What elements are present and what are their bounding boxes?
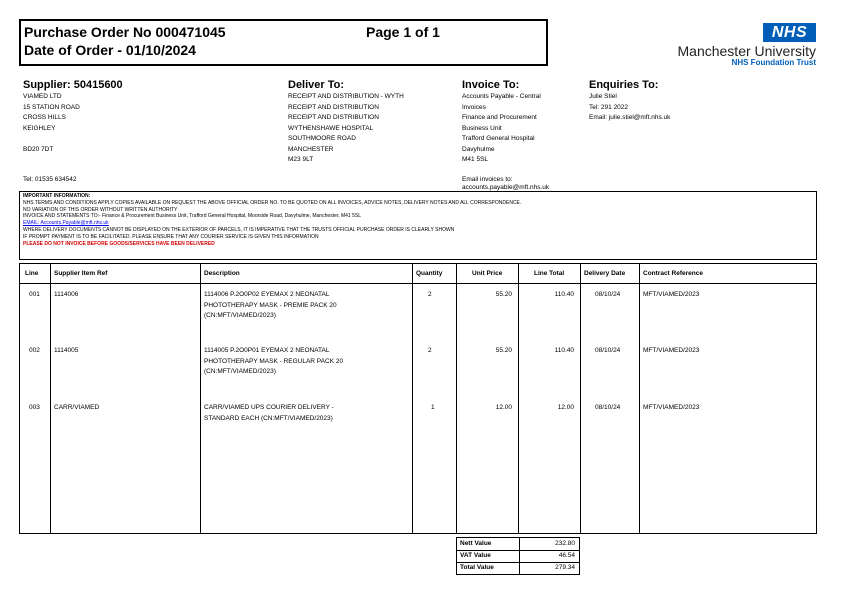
row-line-no: 001: [29, 291, 40, 298]
row-description-line: PHOTOTHERAPY MASK - REGULAR PACK 20: [204, 357, 344, 365]
row-description: [204, 290, 337, 322]
row-line-total: 110.40: [554, 291, 574, 298]
deliver-line: RECEIPT AND DISTRIBUTION - WYTH: [288, 93, 404, 100]
row-unit-price: 12.00: [495, 404, 512, 411]
deliver-line: WYTHENSHAWE HOSPITAL: [288, 124, 374, 132]
invoice-line: Trafford General Hospital: [462, 135, 535, 142]
net-value: 232.80: [555, 540, 575, 547]
row-quantity: 2: [428, 347, 432, 354]
row-unit-price: 55.20: [495, 291, 512, 298]
supplier-heading: Supplier: 50415600: [23, 79, 123, 91]
invoice-email-label: Email invoices to:: [462, 176, 513, 183]
deliver-line: M23 9LT: [288, 156, 314, 163]
info-email-link[interactable]: EMAIL: Accounts.Payable@mft.nhs.uk: [23, 220, 109, 227]
row-quantity: 2: [428, 291, 432, 298]
supplier-address: [23, 92, 80, 155]
supplier-line: KEIGHLEY: [23, 124, 56, 132]
invoice-line: Accounts Payable - Central: [462, 93, 541, 100]
invoice-line: Finance and Procurement: [462, 114, 537, 121]
row-delivery-date: 08/10/24: [595, 347, 621, 354]
enquiries-email[interactable]: Email: julie.stiel@mft.nhs.uk: [589, 114, 671, 121]
row-line-total: 110.40: [554, 347, 574, 354]
col-header-ref: Supplier Item Ref: [54, 270, 108, 277]
row-contract: MFT/VIAMED/2023: [643, 347, 700, 354]
row-description-line: 1114006 P.2O0P02 EYEMAX 2 NEONATAL: [204, 291, 330, 298]
deliver-line: RECEIPT AND DISTRIBUTION: [288, 103, 379, 111]
supplier-line: 15 STATION ROAD: [23, 103, 80, 111]
row-description: [204, 403, 334, 424]
row-item-ref: 1114006: [54, 291, 79, 298]
important-info: [19, 191, 817, 260]
org-subtitle: NHS Foundation Trust: [731, 58, 816, 67]
supplier-line: CROSS HILLS: [23, 114, 66, 121]
row-item-ref: CARR/VIAMED: [54, 404, 100, 411]
col-header-delivery-date: Delivery Date: [584, 270, 626, 277]
row-delivery-date: 08/10/24: [595, 404, 621, 411]
row-description-line: (CN:MFT/VIAMED/2023): [204, 368, 276, 375]
invoice-heading: Invoice To:: [462, 79, 520, 91]
deliver-line: RECEIPT AND DISTRIBUTION: [288, 114, 379, 121]
enquiries-name: Julie Stiel: [589, 93, 617, 100]
row-quantity: 1: [431, 404, 435, 411]
column-divider: [200, 264, 201, 533]
enquiries-heading: Enquiries To:: [589, 79, 659, 91]
total-label: Total Value: [460, 564, 494, 571]
order-lines-table: [19, 263, 817, 534]
column-divider: [412, 264, 413, 533]
info-line: WHERE DELIVERY DOCUMENTS CANNOT BE DISPLAYED ON THE EXTERIOR OF PARCELS, IT IS IMPERATIVE THAT THE TRUSTS OFFICIAL PURCHASE ORDER IS CLEARLY SHOWN: [23, 226, 455, 233]
vat-label: VAT Value: [460, 552, 491, 559]
invoice-line: Business Unit: [462, 124, 502, 132]
enquiries-tel: Tel: 291 2022: [589, 103, 629, 111]
invoice-line: Davyhulme: [462, 145, 495, 153]
net-label: Nett Value: [460, 540, 492, 547]
info-line: IF PROMPT PAYMENT IS TO BE FACILITATED. PLEASE ENSURE THAT ANY COURIER SERVICE IS GIVEN THIS INFORMATION: [23, 233, 319, 240]
row-description-line: STANDARD EACH (CN:MFT/VIAMED/2023): [204, 414, 333, 422]
deliver-line: SOUTHMOORE ROAD: [288, 135, 356, 142]
org-name: Manchester University: [677, 43, 816, 59]
title-box: [19, 19, 548, 66]
row-description-line: CARR/VIAMED UPS COURIER DELIVERY -: [204, 404, 334, 411]
totals-box: [456, 537, 580, 575]
invoice-line: M41 5SL: [462, 156, 489, 163]
row-description: [204, 346, 343, 378]
column-divider: [639, 264, 640, 533]
supplier-line: VIAMED LTD: [23, 93, 62, 100]
deliver-line: MANCHESTER: [288, 145, 334, 153]
row-description-line: PHOTOTHERAPY MASK - PREMIE PACK 20: [204, 301, 337, 309]
supplier-line: [23, 134, 80, 145]
supplier-line: BD20 7DT: [23, 145, 54, 153]
col-header-description: Description: [204, 270, 240, 277]
column-divider: [456, 264, 457, 533]
header-divider: [20, 283, 816, 284]
row-description-line: 1114005 P.2O0P01 EYEMAX 2 NEONATAL: [204, 347, 330, 354]
row-line-total: 12.00: [557, 404, 574, 411]
deliver-heading: Deliver To:: [288, 79, 345, 91]
row-line-no: 003: [29, 404, 40, 411]
deliver-address: [288, 92, 404, 166]
invoice-address: [462, 92, 541, 166]
invoice-email[interactable]: accounts.payable@mft.nhs.uk: [462, 184, 550, 191]
row-contract: MFT/VIAMED/2023: [643, 291, 700, 298]
enquiries-contact: [589, 92, 670, 124]
po-title: Purchase Order No 000471045: [24, 24, 226, 40]
supplier-tel: Tel: 01535 634542: [23, 176, 77, 183]
nhs-logo: NHS: [763, 23, 816, 42]
order-date: Date of Order - 01/10/2024: [24, 42, 196, 58]
info-line: NO VARIATION OF THIS ORDER WITHOUT WRITTEN AUTHORITY: [23, 206, 178, 213]
info-title: IMPORTANT INFORMATION:: [23, 193, 91, 199]
column-divider: [50, 264, 51, 533]
row-line-no: 002: [29, 347, 40, 354]
column-divider: [580, 264, 581, 533]
invoice-line: Invoices: [462, 103, 486, 111]
col-header-unit-price: Unit Price: [472, 270, 503, 277]
column-divider: [518, 264, 519, 533]
row-item-ref: 1114005: [54, 347, 79, 354]
total-value: 279.34: [555, 564, 575, 571]
col-header-quantity: Quantity: [416, 270, 443, 277]
row-description-line: (CN:MFT/VIAMED/2023): [204, 312, 276, 319]
totals-row-total: [457, 562, 579, 574]
row-contract: MFT/VIAMED/2023: [643, 404, 700, 411]
info-line: NHS TERMS AND CONDITIONS APPLY COPIES AVAILABLE ON REQUEST THE ABOVE OFFICIAL ORDER NO. TO BE QUOTED ON ALL INVOICES, ADVICE NOTES, DELIVERY NOTES AND ALL CORRESPONDENCE.: [23, 199, 522, 206]
col-header-contract: Contract Reference: [643, 270, 703, 277]
page-indicator: Page 1 of 1: [366, 24, 440, 40]
col-header-line-total: Line Total: [534, 270, 565, 277]
col-header-line: Line: [25, 270, 39, 277]
info-line: INVOICE AND STATEMENTS TO:- Finance & Procurement Business Unit, Trafford General Hospital, Moorside Road, Davyhulme, Manchester, M41 5SL: [23, 213, 362, 220]
row-delivery-date: 08/10/24: [595, 291, 621, 298]
info-warning: PLEASE DO NOT INVOICE BEFORE GOODS/SERVICES HAVE BEEN DELIVERED: [23, 240, 215, 247]
row-unit-price: 55.20: [495, 347, 512, 354]
vat-value: 46.54: [558, 552, 575, 559]
